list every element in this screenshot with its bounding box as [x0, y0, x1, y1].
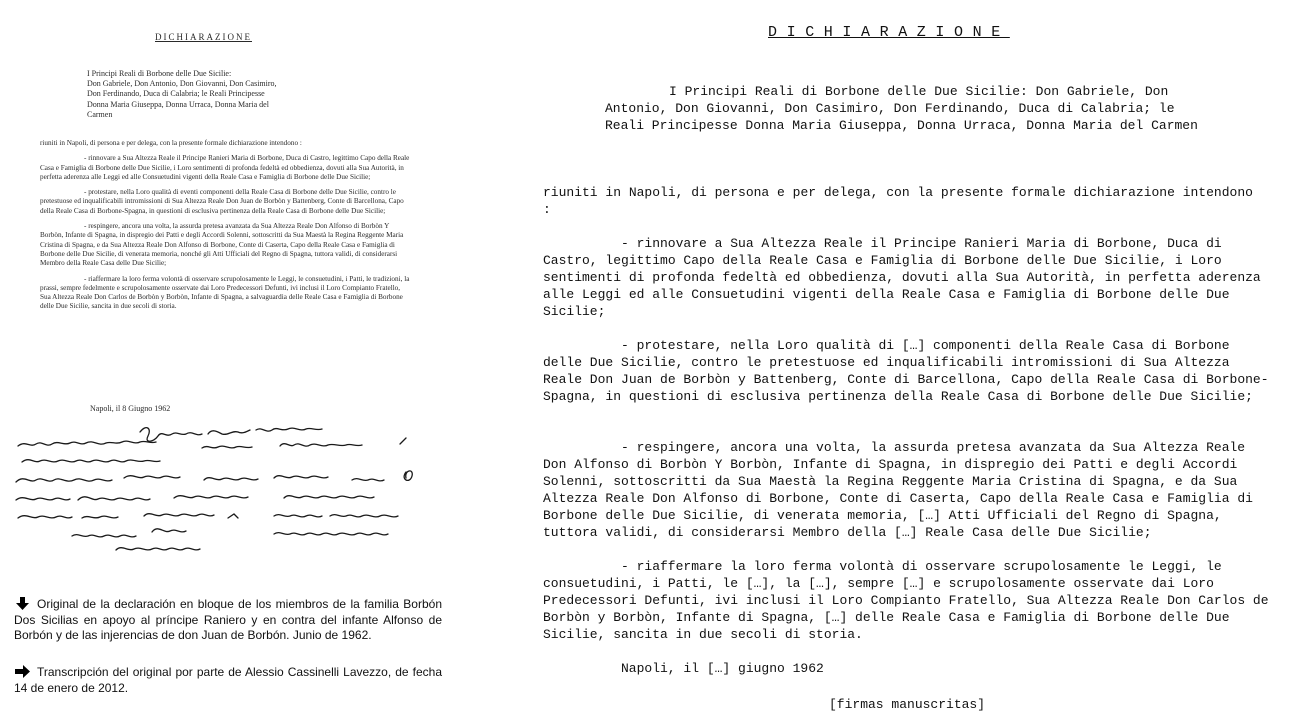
transcription-intro: I Principi Reali di Borbone delle Due Sicilie: Don Gabriele, Don Antonio, Don Giovanni, Don Casimiro, Don Ferdinando, Duca di Calabria; le Reali Principesse Donna Maria Giuseppa, Donna Urraca, Donna Maria del Carmen	[605, 84, 1198, 134]
original-intro: I Principi Reali di Borbone delle Due Sicilie: Don Gabriele, Don Antonio, Don Giovanni, Don Casimiro, Don Ferdinando, Duca di Calabria; le Reali Principesse Donna Maria Giuseppa, Donna Urraca, Donna Maria del Carmen	[87, 69, 277, 119]
transcription-meeting: riuniti in Napoli, di persona e per delega, con la presente formale dichiarazione intendono :	[543, 185, 1253, 218]
transcription-signatures-note: [firmas manuscritas]	[829, 697, 986, 712]
caption-transcription-text: Transcripción del original por parte de Alessio Cassinelli Lavezzo, de fecha 14 de enero de 2012.	[14, 665, 442, 695]
original-paragraph-1: - rinnovare a Sua Altezza Reale il Principe Ranieri Maria di Borbone, Duca di Castro, legittimo Capo della Reale Casa e Famiglia di Borbone delle Due Sicilie, i Loro sentimenti di profonda fedeltà ed obbedienza, dovuti alla Sua Autorità, in perfetta aderenza alle Leggi ed alle Consuetudini vigenti della Reale Casa e Famiglia di Borbone delle Due Sicilie;	[40, 154, 410, 181]
original-paragraph-3: - respingere, ancora una volta, la assurda pretesa avanzata da Sua Altezza Reale Don Alfonso di Borbòn Y Borbòn, Infante di Spagna, in dispregio dei Patti e degli Accordi Solenni, sottoscritti da Sua Maestà la Regina Reggente Maria Cristina di Spagna, e da Sua Altezza Reale Don Alfonso di Borbone, Conte di Caserta, Capo della Reale Casa e Famiglia di Borbone delle Due Sicilie, di venerata memoria, nonché gli Atti Ufficiali del Regno di Spagna, tuttora validi, di considerarsi Membro della Reale Casa delle Due Sicilie;	[40, 222, 404, 268]
transcription-paragraph-4: - riaffermare la loro ferma volontà di osservare scrupolosamente le Leggi, le consuetudini, i Patti, le […], la […], sempre […] e scrupolosamente osservate dai Loro Predecessori Defunti, ivi inclusi il Loro Compianto Fratello, Sua Altezza Reale Don Carlos de Borbòn y Borbòn, Infante di Spagna, […] delle Reale Casa e Famiglia di Borbone delle Due Sicilie, sancita in due secoli di storia.	[543, 559, 1269, 643]
transcription-paragraph-1: - rinnovare a Sua Altezza Reale il Principe Ranieri Maria di Borbone, Duca di Castro, legittimo Capo della Reale Casa e Famiglia di Borbone delle Due Sicilie, i Loro sentimenti di profonda fedeltà ed obbedienza, dovuti alla Sua Autorità, in perfetta aderenza alle Leggi ed alle Consuetudini vigenti della Reale Casa e Famiglia di Borbone delle Due Sicilie;	[543, 236, 1261, 320]
original-paragraph-4: - riaffermare la loro ferma volontà di osservare scrupolosamente le Leggi, le consuetudini, i Patti, le tradizioni, la prassi, sempre fedelmente e scrupolosamente osservate dai Loro Predecessori Defunti, ivi inclusi il Loro Compianto Fratello, Sua Altezza Reale Don Carlos de Borbòn y Borbòn, Infante di Spagna, a salvaguardia delle Reale Casa e Famiglia di Borbone delle Due Sicilie, sancita in due secoli di storia.	[40, 274, 410, 311]
caption-original-text: Original de la declaración en bloque de los miembros de la familia Borbón Dos Sicilias en apoyo al príncipe Raniero y en contra del infante Alfonso de Borbón y de las injerencias de don Juan de Borbón. Junio de 1962.	[14, 597, 442, 642]
original-paragraph-2: - protestare, nella Loro qualità di eventi componenti della Reale Casa di Borbone delle Due Sicilie, contro le pretestuose ed inqualificabili intromissioni di Sua Altezza Reale Don Juan de Borbòn y Battenberg, Conte di Barcellona, Capo della Reale Casa di Borbone-Spagna, in questioni di esclusiva pertinenza della Reale Casa di Borbone delle Due Sicilie;	[40, 188, 404, 215]
original-date: Napoli, il 8 Giugno 1962	[90, 404, 171, 413]
original-title: DICHIARAZIONE	[155, 32, 252, 42]
original-meeting: riuniti in Napoli, di persona e per delega, con la presente formale dichiarazione intendono :	[40, 139, 302, 147]
transcription-paragraph-3: - respingere, ancora una volta, la assurda pretesa avanzata da Sua Altezza Reale Don Alfonso di Borbòn Y Borbòn, Infante di Spagna, in dispregio dei Patti e degli Accordi Solenni, sottoscritti da Sua Maestà la Regina Reggente Maria Cristina di Spagna, e da Sua Altezza Reale Don Alfonso di Borbone, Conte di Caserta, Capo della Reale Casa e Famiglia di Borbone delle Due Sicilie, di venerata memoria, […] Atti Ufficiali del Regno di Spagna, tuttora validi, di considerarsi Membro della […] Reale Casa delle Due Sicilie;	[543, 440, 1253, 541]
transcription-date: Napoli, il […] giugno 1962	[621, 661, 824, 676]
transcription-title: DICHIARAZIONE	[768, 24, 1010, 41]
transcription-paragraph-2: - protestare, nella Loro qualità di […] componenti della Reale Casa di Borbone delle Due Sicilie, contro le pretestuose ed inqualificabili intromissioni di Sua Altezza Reale Don Juan de Borbòn y Battenberg, Conte di Barcellona, Capo della Reale Casa di Borbone-Spagna, in questioni di esclusiva pertinenza della Reale Casa di Borbone delle Due Sicilie;	[543, 338, 1269, 405]
